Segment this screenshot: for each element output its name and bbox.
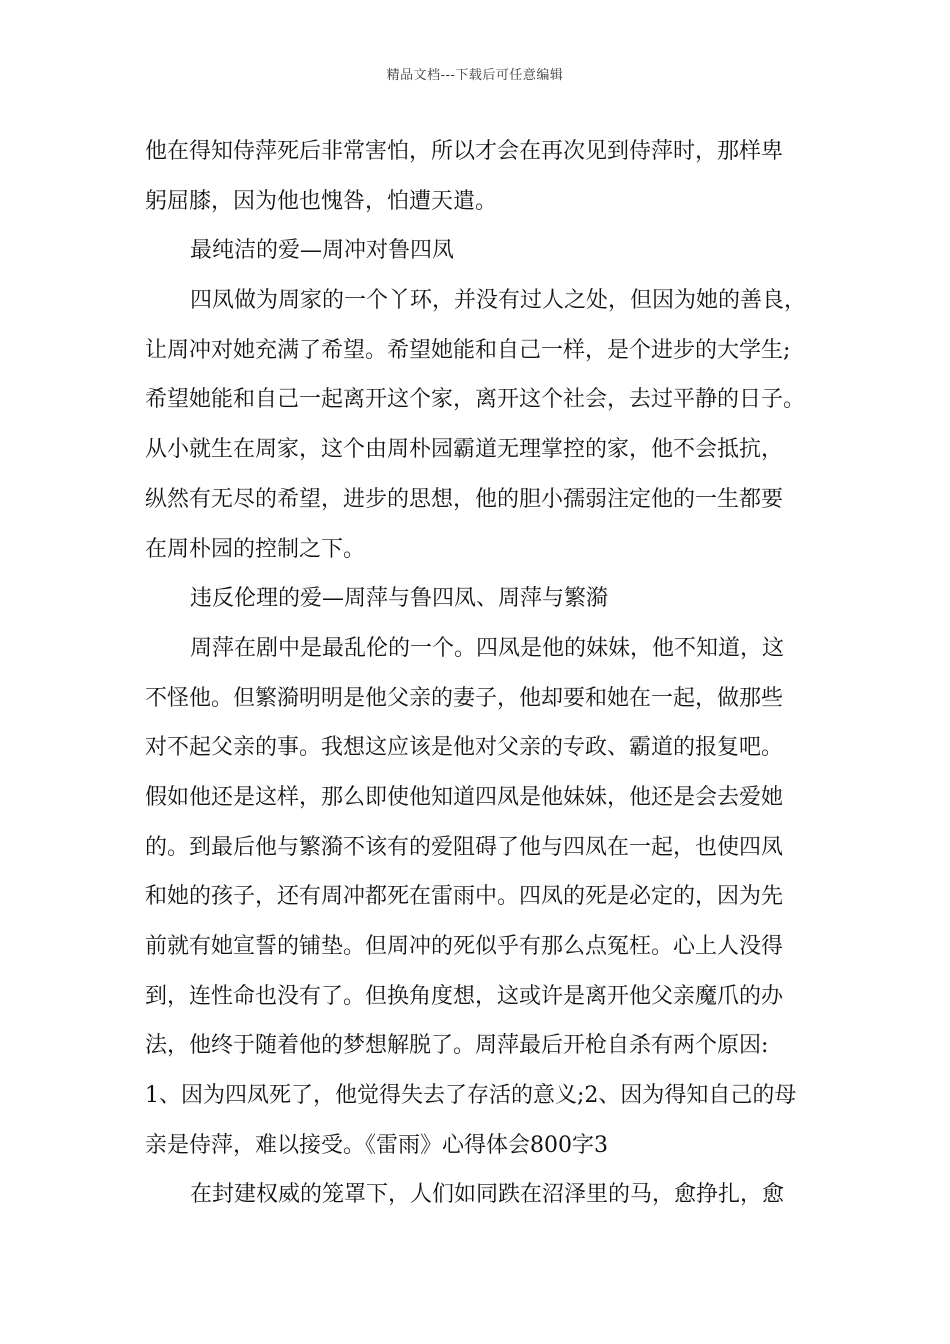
text-line: 四凤做为周家的一个丫环，并没有过人之处，但因为她的善良，: [190, 288, 807, 314]
text-line: 1、因为四凤死了，他觉得失去了存活的意义;2、因为得知自己的母: [145, 1083, 797, 1109]
text-line: 到，连性命也没有了。但换角度想，这或许是离开他父亲魔爪的办: [145, 983, 784, 1009]
page-header: 精品文档---下载后可任意编辑: [386, 68, 564, 83]
text-line: 的。到最后他与繁漪不该有的爱阻碍了他与四凤在一起，也使四凤: [145, 834, 784, 860]
text-line: 让周冲对她充满了希望。希望她能和自己一样，是个进步的大学生;: [145, 337, 791, 363]
text-line: 对不起父亲的事。我想这应该是他对父亲的专政、霸道的报复吧。: [145, 735, 784, 761]
text-line: 在周朴园的控制之下。: [145, 536, 366, 562]
text-line: 在封建权威的笼罩下，人们如同跌在沼泽里的马，愈挣扎，愈: [190, 1182, 785, 1208]
section-heading: 违反伦理的爱—周萍与鲁四凤、周萍与繁漪: [190, 586, 609, 612]
text-line: 和她的孩子，还有周冲都死在雷雨中。四凤的死是必定的，因为先: [145, 884, 784, 910]
text-line: 法，他终于随着他的梦想解脱了。周萍最后开枪自杀有两个原因:: [145, 1033, 769, 1059]
text-line: 亲是侍萍，难以接受。《雷雨》心得体会800字3: [145, 1132, 608, 1158]
text-line: 躬屈膝，因为他也愧咎，怕遭天遣。: [145, 188, 498, 214]
text-line: 假如他还是这样，那么即使他知道四凤是他妹妹，他还是会去爱她: [145, 784, 784, 810]
text-line: 他在得知侍萍死后非常害怕，所以才会在再次见到侍萍时，那样卑: [145, 139, 784, 164]
text-line: 不怪他。但繁漪明明是他父亲的妻子，他却要和她在一起，做那些: [145, 685, 784, 711]
text-line: 前就有她宣誓的铺垫。但周冲的死似乎有那么点冤枉。心上人没得: [145, 934, 784, 959]
text-line: 周萍在剧中是最乱伦的一个。四凤是他的妹妹，他不知道，这: [190, 635, 785, 661]
text-line: 希望她能和自己一起离开这个家，离开这个社会，去过平静的日子。: [145, 387, 806, 413]
text-line: 纵然有无尽的希望，进步的思想，他的胆小孺弱注定他的一生都要: [145, 486, 784, 512]
document-body: [145, 127, 817, 1220]
text-line: 从小就生在周家，这个由周朴园霸道无理掌控的家，他不会抵抗，: [145, 437, 784, 463]
section-heading: 最纯洁的爱—周冲对鲁四凤: [190, 238, 455, 264]
